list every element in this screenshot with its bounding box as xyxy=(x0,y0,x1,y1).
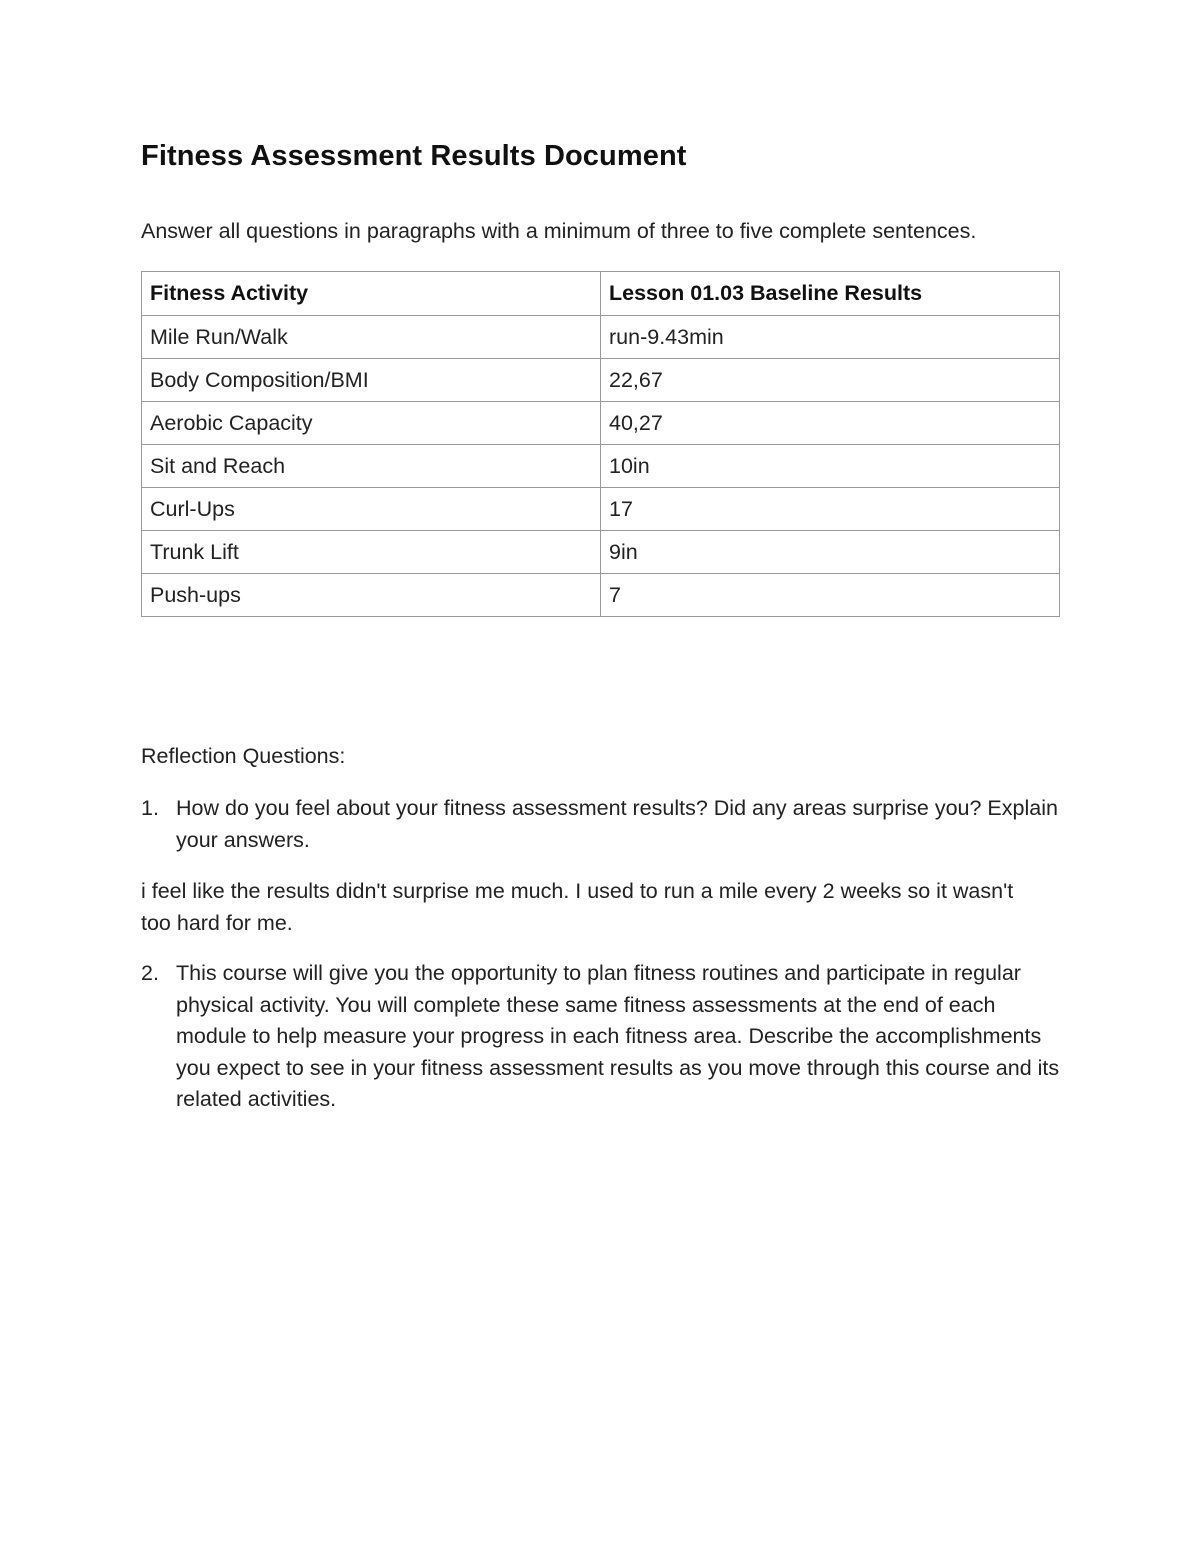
activity-cell: Push-ups xyxy=(142,574,601,617)
answer-1-text: i feel like the results didn't surprise me much. I used to run a mile every 2 weeks so it wasn't too hard for me. xyxy=(141,879,1014,935)
result-cell: 9in xyxy=(601,531,1060,574)
question-number: 1. xyxy=(141,796,159,820)
result-cell: 40,27 xyxy=(601,402,1060,445)
activity-cell: Trunk Lift xyxy=(142,531,601,574)
reflection-question-2 xyxy=(141,958,1061,1116)
result-cell: 17 xyxy=(601,488,1060,531)
instructions-text: Answer all questions in paragraphs with a minimum of three to five complete sentences. xyxy=(141,219,977,243)
reflection-heading: Reflection Questions: xyxy=(141,744,346,768)
table-row xyxy=(142,445,1060,488)
question-number: 2. xyxy=(141,961,159,985)
result-cell: run-9.43min xyxy=(601,316,1060,359)
question-text: This course will give you the opportunity to plan fitness routines and participate in regular physical activity. You will complete these same fitness assessments at the end of each module to help measure your progress in each fitness area. Describe the accomplishments you expect to see in your fitness assessment results as you move through this course and its related activities. xyxy=(176,961,1060,1111)
result-cell: 22,67 xyxy=(601,359,1060,402)
fitness-results-table xyxy=(141,271,1060,617)
column-header-activity: Fitness Activity xyxy=(142,272,601,316)
question-text: How do you feel about your fitness assessment results? Did any areas surprise you? Explain your answers. xyxy=(176,796,1058,852)
column-header-results: Lesson 01.03 Baseline Results xyxy=(601,272,1060,316)
result-cell: 10in xyxy=(601,445,1060,488)
table-row xyxy=(142,316,1060,359)
table-row xyxy=(142,359,1060,402)
table-row xyxy=(142,402,1060,445)
activity-cell: Curl-Ups xyxy=(142,488,601,531)
table-row xyxy=(142,531,1060,574)
document-title: Fitness Assessment Results Document xyxy=(141,140,687,172)
table-row xyxy=(142,488,1060,531)
reflection-question-1 xyxy=(141,793,1061,856)
activity-cell: Body Composition/BMI xyxy=(142,359,601,402)
result-cell: 7 xyxy=(601,574,1060,617)
activity-cell: Aerobic Capacity xyxy=(142,402,601,445)
activity-cell: Mile Run/Walk xyxy=(142,316,601,359)
table-row xyxy=(142,574,1060,617)
activity-cell: Sit and Reach xyxy=(142,445,601,488)
table-header-row xyxy=(142,272,1060,316)
